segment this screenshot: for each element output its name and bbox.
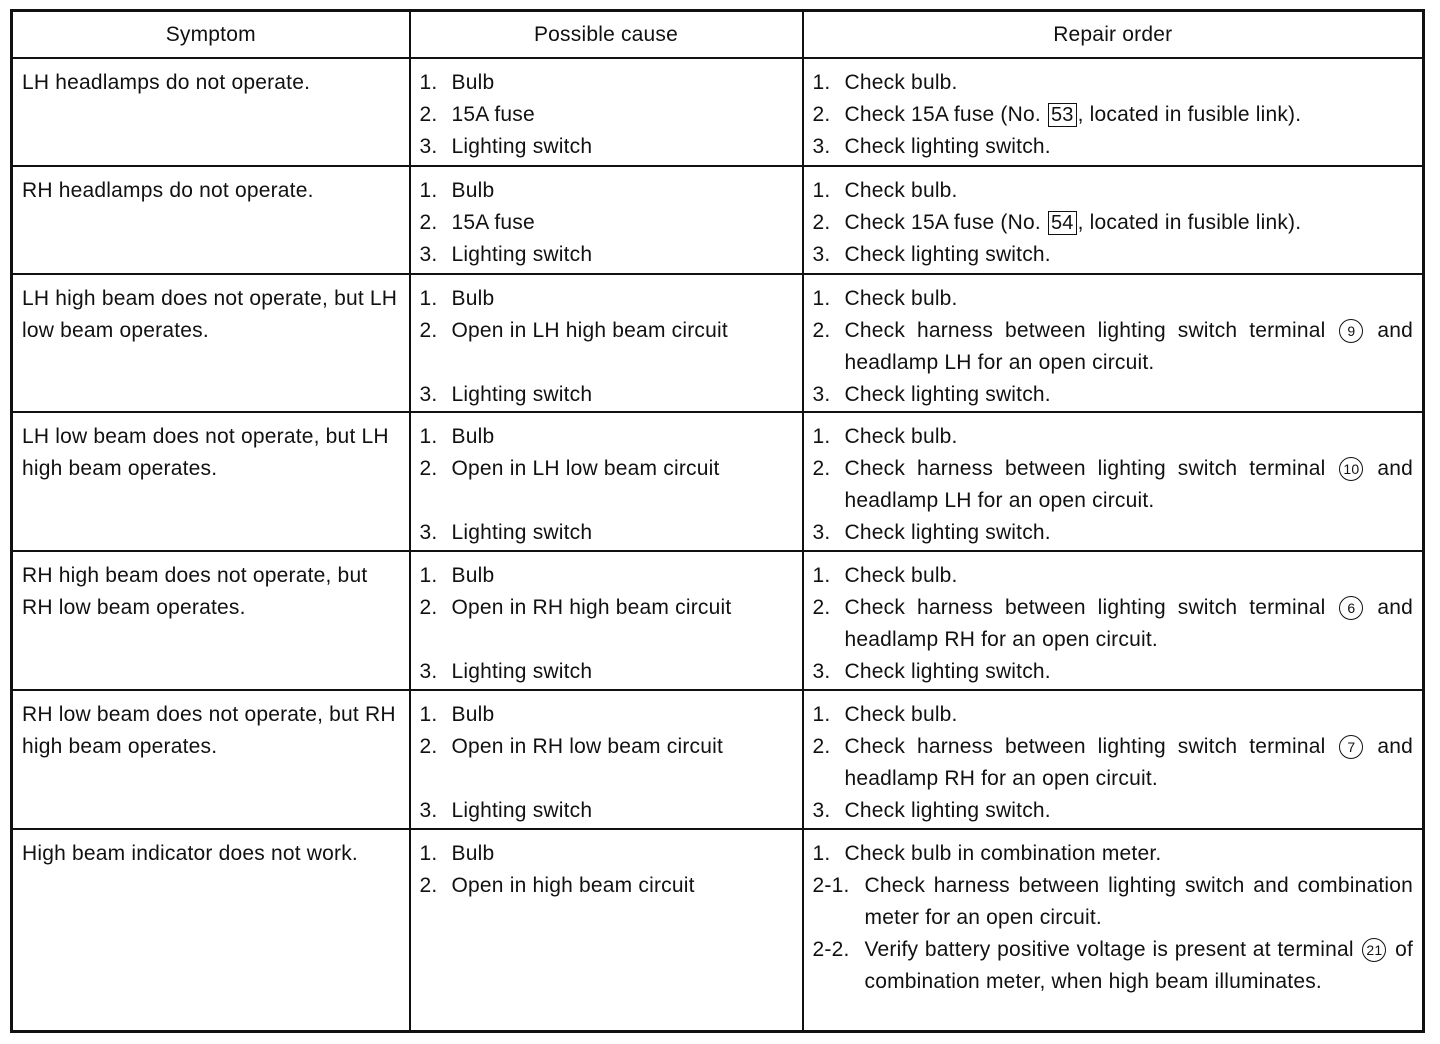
repair-cell (803, 551, 1424, 690)
cause-item: 1. Bulb (419, 703, 495, 726)
symptom-cell: High beam indicator does not work. (12, 829, 410, 1032)
cause-item: 2. Open in RH high beam circuit (419, 596, 732, 619)
repair-item: 3. Check lighting switch. (812, 799, 1051, 822)
troubleshooting-table (10, 9, 1425, 1033)
table-row (12, 551, 1424, 690)
repair-item: 1. Check bulb. (812, 425, 958, 448)
cause-cell (410, 829, 803, 1032)
repair-item: 3. Check lighting switch. (812, 660, 1051, 683)
repair-item: 2-1. Check harness between lighting switch and combination meter for an open circuit. (812, 874, 1413, 929)
repair-item: 2. Check harness between lighting switch terminal 7 and headlamp RH for an open circuit. (812, 735, 1413, 790)
spacer (420, 624, 793, 656)
symptom-cell: LH headlamps do not operate. (12, 58, 410, 166)
symptom-cell: LH high beam does not operate, but LH low beam operates. (12, 274, 410, 412)
cause-item: 3. Lighting switch (419, 243, 593, 266)
repair-item: 2-2. Verify battery positive voltage is present at terminal 21 of combination meter, when high beam illuminates. (812, 938, 1413, 993)
repair-item: 2. Check harness between lighting switch terminal 9 and headlamp LH for an open circuit. (812, 319, 1413, 374)
repair-item: 1. Check bulb. (812, 287, 958, 310)
repair-cell (803, 690, 1424, 829)
repair-item: 1. Check bulb. (812, 71, 958, 94)
table-row (12, 412, 1424, 551)
cause-cell (410, 690, 803, 829)
symptom-cell: LH low beam does not operate, but LH high beam operates. (12, 412, 410, 551)
symptom-cell: RH low beam does not operate, but RH high beam operates. (12, 690, 410, 829)
cause-item: 1. Bulb (419, 425, 495, 448)
repair-item: 2. Check 15A fuse (No. 54 , located in fusible link). (812, 211, 1302, 234)
fuse-number-box: 54 (1048, 211, 1077, 235)
repair-item: 2. Check harness between lighting switch terminal 10 and headlamp LH for an open circuit. (812, 457, 1413, 512)
terminal-number-circle: 21 (1362, 938, 1386, 962)
terminal-number-circle: 7 (1339, 735, 1363, 759)
cause-item: 3. Lighting switch (419, 660, 593, 683)
table-row (12, 829, 1424, 1032)
cause-item: 1. Bulb (419, 564, 495, 587)
cause-item: 2. Open in RH low beam circuit (419, 735, 723, 758)
cause-cell (410, 166, 803, 274)
cause-cell (410, 551, 803, 690)
repair-cell (803, 829, 1424, 1032)
cause-item: 1. Bulb (419, 842, 495, 865)
cause-item: 2. 15A fuse (419, 211, 535, 234)
cause-cell (410, 274, 803, 412)
terminal-number-circle: 6 (1339, 596, 1363, 620)
cause-cell (410, 58, 803, 166)
cause-item: 2. Open in LH low beam circuit (419, 457, 720, 480)
spacer (420, 763, 793, 795)
spacer (420, 347, 793, 379)
cause-cell (410, 412, 803, 551)
symptom-cell: RH high beam does not operate, but RH low beam operates. (12, 551, 410, 690)
repair-item: 1. Check bulb. (812, 703, 958, 726)
cause-item: 3. Lighting switch (419, 135, 593, 158)
terminal-number-circle: 9 (1339, 319, 1363, 343)
cause-item: 3. Lighting switch (419, 521, 593, 544)
cause-item: 3. Lighting switch (419, 799, 593, 822)
cause-item: 2. Open in LH high beam circuit (419, 319, 728, 342)
repair-item: 3. Check lighting switch. (812, 521, 1051, 544)
cause-item: 2. 15A fuse (419, 103, 535, 126)
repair-order-header: Repair order (803, 11, 1424, 59)
table-row (12, 690, 1424, 829)
terminal-number-circle: 10 (1339, 457, 1363, 481)
repair-item: 2. Check harness between lighting switch terminal 6 and headlamp RH for an open circuit. (812, 596, 1413, 651)
table-row (12, 166, 1424, 274)
repair-item: 1. Check bulb in combination meter. (812, 842, 1162, 865)
repair-item: 2. Check 15A fuse (No. 53 , located in fusible link). (812, 103, 1302, 126)
repair-cell (803, 166, 1424, 274)
cause-item: 3. Lighting switch (419, 383, 593, 406)
repair-cell (803, 274, 1424, 412)
table-row (12, 274, 1424, 412)
cause-item: 1. Bulb (419, 179, 495, 202)
possible-cause-header: Possible cause (410, 11, 803, 59)
repair-item: 1. Check bulb. (812, 179, 958, 202)
repair-item: 3. Check lighting switch. (812, 135, 1051, 158)
repair-cell (803, 412, 1424, 551)
header-row (12, 11, 1424, 59)
repair-item: 1. Check bulb. (812, 564, 958, 587)
repair-item: 3. Check lighting switch. (812, 243, 1051, 266)
symptom-header: Symptom (12, 11, 410, 59)
cause-item: 1. Bulb (419, 71, 495, 94)
symptom-cell: RH headlamps do not operate. (12, 166, 410, 274)
spacer (420, 485, 793, 517)
cause-item: 2. Open in high beam circuit (419, 874, 695, 897)
fuse-number-box: 53 (1048, 103, 1077, 127)
cause-item: 1. Bulb (419, 287, 495, 310)
table-row (12, 58, 1424, 166)
repair-cell (803, 58, 1424, 166)
repair-item: 3. Check lighting switch. (812, 383, 1051, 406)
